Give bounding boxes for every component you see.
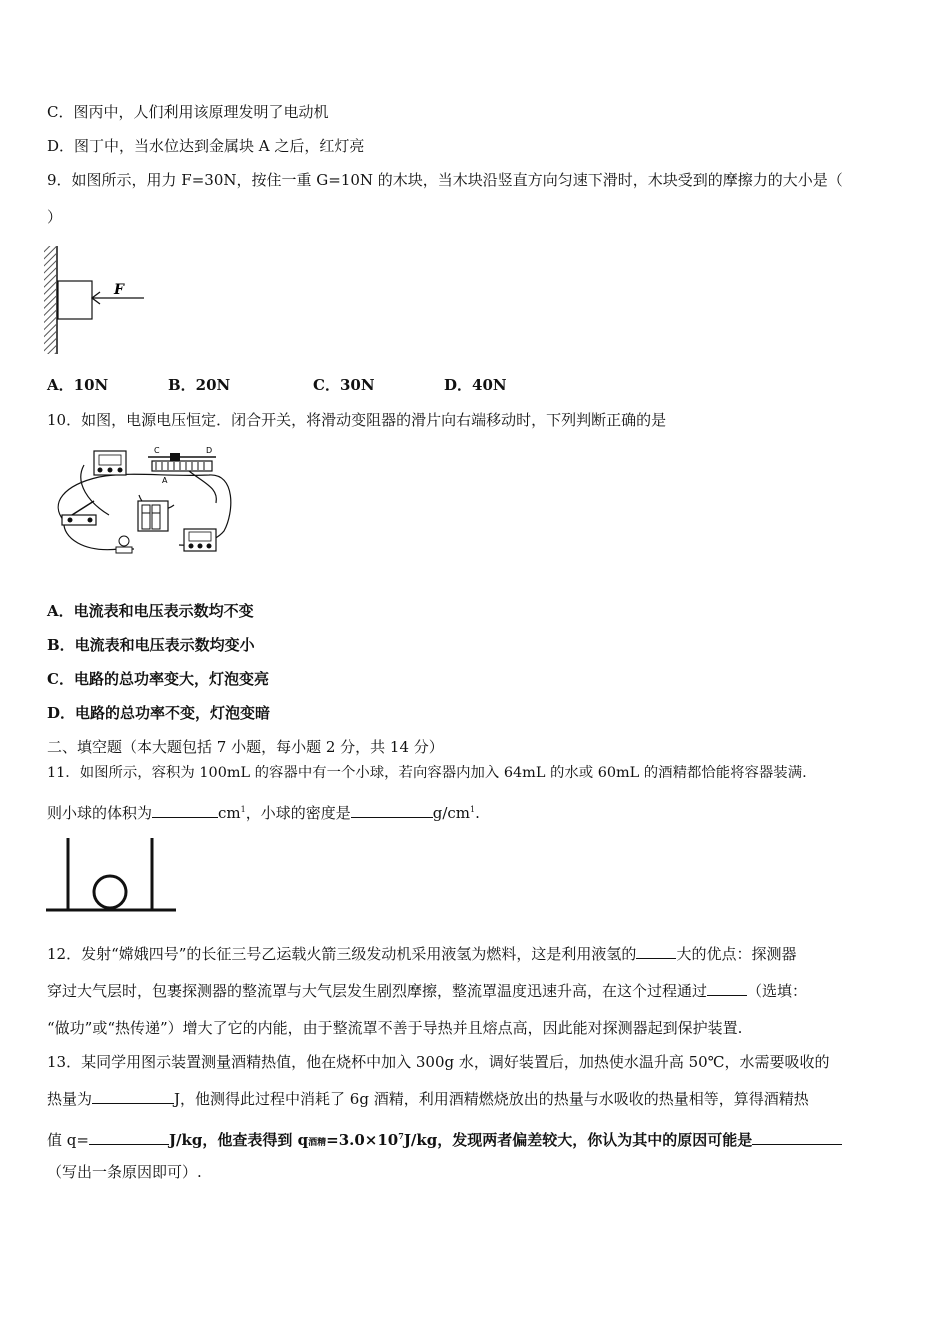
q11-text-b: ，小球的密度是 [245,804,351,822]
q12-text-d: （选填： [747,982,808,1000]
q13-text-f: J/kg，发现两者偏差较大，你认为其中的原因可能是 [403,1131,753,1149]
q13-sub-alcohol: 酒精 [308,1138,327,1148]
q11-line2 [47,800,480,823]
ball [94,876,126,908]
q10-option-b: B．电流表和电压表示数均变小 [47,636,255,654]
q10-option-a: A．电流表和电压表示数均不变 [47,602,254,620]
q13-sup-7: 7 [398,1131,404,1141]
q12-line3: “做功”或“热传递”）增大了它的内能，由于整流罩不善于导热并且熔点高，因此能对探测器起到保护装置. [47,1019,743,1037]
q12-text-c: 穿过大气层时，包裹探测器的整流罩与大气层发生剧烈摩擦，整流罩温度迅速升高，在这个过程通过 [47,982,708,1000]
q11-unit-cm: cm [218,804,241,822]
q10-stem: 10．如图，电源电压恒定．闭合开关，将滑动变阻器的滑片向右端移动时，下列判断正确的是 [47,411,667,429]
q13-line1: 13．某同学用图示装置测量酒精热值，他在烧杯中加入 300g 水，调好装置后，加热使水温升高 50℃，水需要吸收的 [47,1053,830,1071]
q9-stem: 9．如图所示，用力 F=30N，按住一重 G=10N 的木块，当木块沿竖直方向匀速下滑时，木块受到的摩擦力的大小是（ [47,171,843,189]
q11-sup-2: 1 [470,805,476,814]
q13-blank-q[interactable] [89,1130,169,1145]
q9-option-b: B．20N [168,376,231,394]
q11-text-a: 则小球的体积为 [47,804,153,822]
q11-container-figure [44,834,180,916]
q12-line2 [47,981,807,1001]
q13-text-a: 热量为 [47,1090,93,1108]
q9-option-d: D．40N [444,376,507,394]
light-bulb [116,536,132,553]
q9-stem-end: ） [47,208,63,226]
q13-blank-reason[interactable] [752,1130,842,1145]
q9-figure-wall-block [44,244,154,358]
q8-option-d: D．图丁中，当水位达到金属块 A 之后，红灯亮 [47,137,365,155]
q10-circuit-figure [44,443,236,561]
rheostat-label-c: C [154,446,160,455]
q11-blank-volume[interactable] [152,803,218,818]
q13-text-d: J/kg，他查表得到 q [168,1131,309,1149]
q11-blank-density[interactable] [351,803,433,818]
rheostat-label-d: D [206,446,213,455]
q13-line3 [47,1126,842,1153]
battery [138,501,168,531]
q9-option-a: A．10N [47,376,109,394]
q11-line1: 11．如图所示，容积为 100mL 的容器中有一个小球，若向容器内加入 64mL 的水或 60mL 的酒精都恰能将容器装满. [47,765,807,781]
q10-option-c: C．电路的总功率变大，灯泡变亮 [47,670,269,688]
q13-line4: （写出一条原因即可）. [47,1163,202,1181]
q11-unit-gcm: g/cm [432,804,471,822]
q12-text-a: 12．发射“嫦娥四号”的长征三号乙运载火箭三级发动机采用液氢为燃料，这是利用液氢的 [47,945,637,963]
q8-option-c: C．图丙中，人们利用该原理发明了电动机 [47,103,329,121]
section-heading: 二、填空题（本大题包括 7 小题，每小题 2 分，共 14 分） [47,738,444,756]
switch [62,501,96,525]
wall-hatching [44,246,56,354]
sliding-rheostat [148,446,216,485]
ammeter [184,529,216,551]
q9-option-c: C．30N [313,376,375,394]
rheostat-label-a: A [162,476,168,485]
wooden-block [58,281,92,319]
voltmeter [94,451,126,475]
q13-text-e: =3.0×10 [326,1131,399,1149]
q12-line1 [47,944,796,964]
q11-sup-1: 1 [240,805,246,814]
q13-blank-heat[interactable] [92,1089,174,1104]
force-label: F [114,282,124,298]
q10-option-d: D．电路的总功率不变，灯泡变暗 [47,704,271,722]
q13-line2 [47,1089,809,1109]
q13-text-c: 值 q= [47,1131,89,1149]
q11-end: . [475,804,480,822]
q12-blank-2[interactable] [707,981,747,996]
q13-text-b: J，他测得此过程中消耗了 6g 酒精，利用酒精燃烧放出的热量与水吸收的热量相等，算得酒精热 [174,1090,809,1108]
q12-blank-1[interactable] [636,944,676,959]
q12-text-b: 大的优点：探测器 [676,945,797,963]
